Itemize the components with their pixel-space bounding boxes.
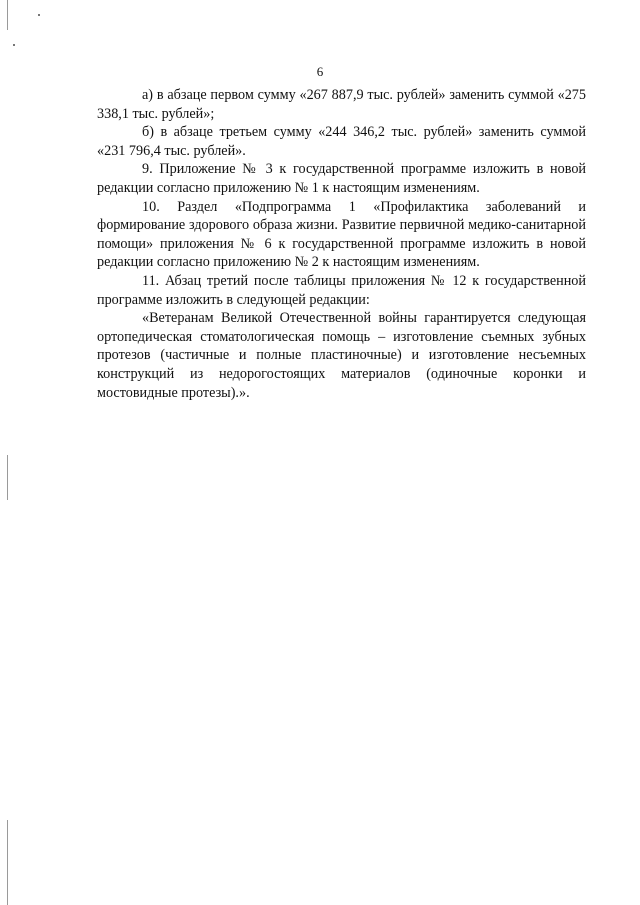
scan-dot [13, 44, 15, 46]
paragraph-9: 9. Приложение № 3 к государственной программе изложить в новой редакции согласно приложению № 1 к настоящим изменениям. [97, 161, 586, 196]
paragraph-b: б) в абзаце третьем сумму «244 346,2 тыс. рублей» заменить суммой «231 796,4 тыс. рублей». [97, 124, 586, 159]
page-number: 6 [316, 64, 324, 79]
scan-edge-mark [7, 0, 8, 30]
document-body [97, 86, 586, 402]
paragraph-10: 10. Раздел «Подпрограмма 1 «Профилактика заболеваний и формирование здорового образа жизни. Развитие первичной медико-санитарной помощи» приложения № 6 к государственной программе изложить в новой редакции согласно приложению № 2 к настоящим изменениям. [97, 198, 586, 271]
paragraph-a: а) в абзаце первом сумму «267 887,9 тыс. рублей» заменить суммой «275 338,1 тыс. рублей»; [97, 87, 586, 122]
scan-edge-mark [7, 455, 8, 500]
scan-edge-mark [7, 820, 8, 905]
paragraph-quote: «Ветеранам Великой Отечественной войны гарантируется следующая ортопедическая стоматологическая помощь – изготовление съемных зубных протезов (частичные и полные пластиночные) и изготовление несъемных конструкций из недорогостоящих материалов (одиночные коронки и мостовидные протезы).». [97, 310, 586, 401]
paragraph-11: 11. Абзац третий после таблицы приложения № 12 к государственной программе изложить в следующей редакции: [97, 272, 586, 308]
scan-dot [38, 14, 40, 16]
